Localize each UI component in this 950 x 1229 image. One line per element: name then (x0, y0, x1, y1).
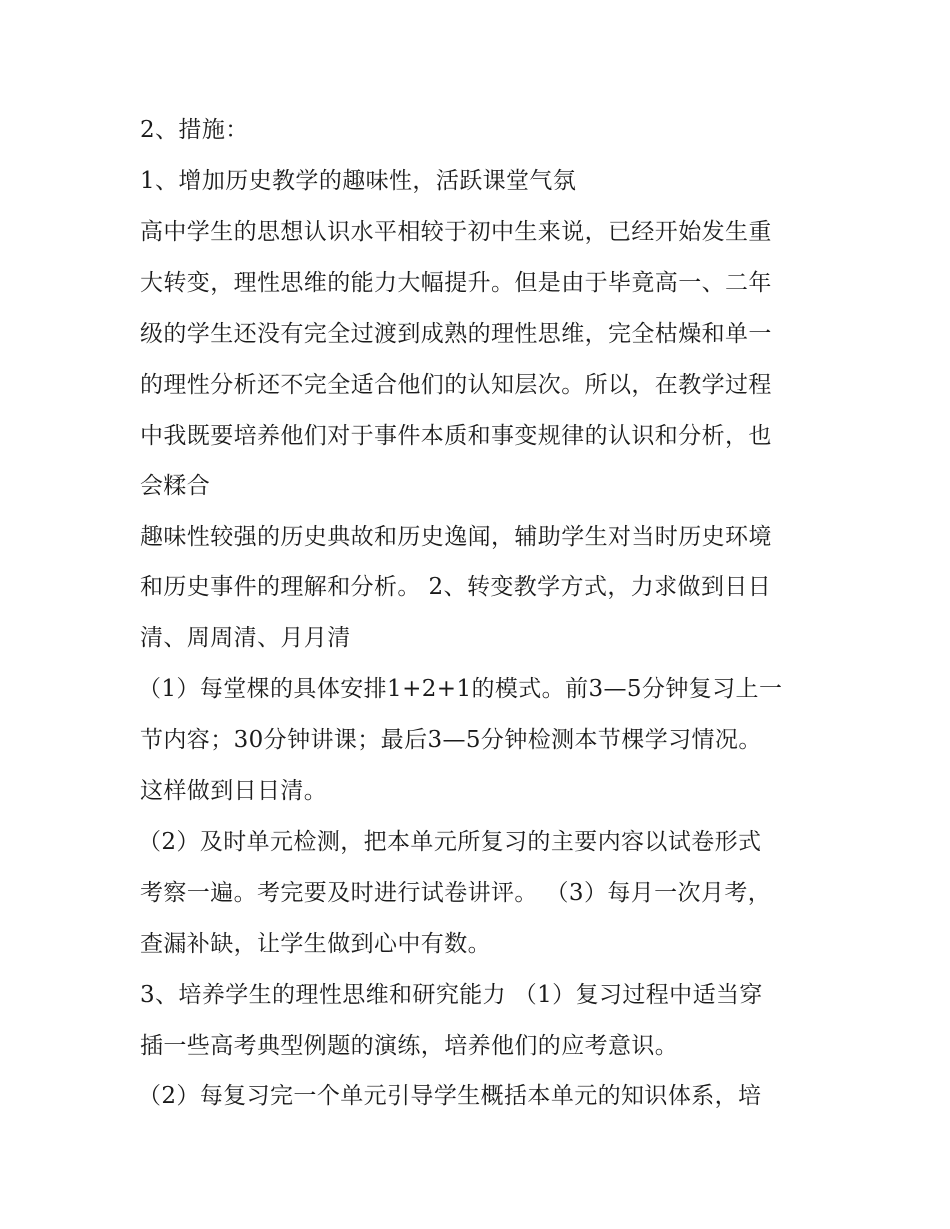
section-heading-3: 3、培养学生的理性思维和研究能力 （1）复习过程中适当穿 (140, 982, 763, 1008)
paragraph-line: 大转变，理性思维的能力大幅提升。但是由于毕竟高一、二年 (140, 270, 772, 296)
paragraph-line: 中我既要培养他们对于事件本质和事变规律的认识和分析，也 (140, 423, 772, 449)
paragraph-line: 趣味性较强的历史典故和历史逸闻，辅助学生对当时历史环境 (140, 524, 772, 550)
list-item-2b: （2）每复习完一个单元引导学生概括本单元的知识体系，培 (138, 1083, 762, 1109)
paragraph-line: 高中学生的思想认识水平相较于初中生来说，已经开始发生重 (140, 219, 772, 245)
paragraph-line: 这样做到日日清。 (140, 778, 328, 804)
paragraph-line: 级的学生还没有完全过渡到成熟的理性思维，完全枯燥和单一 (140, 321, 772, 347)
paragraph-line: 插一些高考典型例题的演练，培养他们的应考意识。 (140, 1033, 679, 1059)
list-item-2: （2）及时单元检测，把本单元所复习的主要内容以试卷形式 (138, 829, 762, 855)
paragraph-line: 节内容；30分钟讲课；最后3—5分钟检测本节棵学习情况。 (140, 727, 762, 753)
list-item-1: （1）每堂棵的具体安排1+2+1的模式。前3—5分钟复习上一 (138, 676, 783, 702)
section-heading-1: 1、增加历史教学的趣味性，活跃课堂气氛 (140, 168, 577, 194)
heading-measures: 2、措施： (140, 117, 249, 143)
paragraph-line: 清、周周清、月月清 (140, 625, 351, 651)
paragraph-line: 的理性分析还不完全适合他们的认知层次。所以，在教学过程 (140, 372, 772, 398)
paragraph-line: 和历史事件的理解和分析。 2、转变教学方式，力求做到日日 (140, 574, 772, 600)
paragraph-line: 会糅合 (140, 473, 211, 499)
paragraph-line: 考察一遍。考完要及时进行试卷讲评。 （3）每月一次月考， (140, 880, 772, 906)
paragraph-line: 查漏补缺，让学生做到心中有数。 (140, 931, 491, 957)
